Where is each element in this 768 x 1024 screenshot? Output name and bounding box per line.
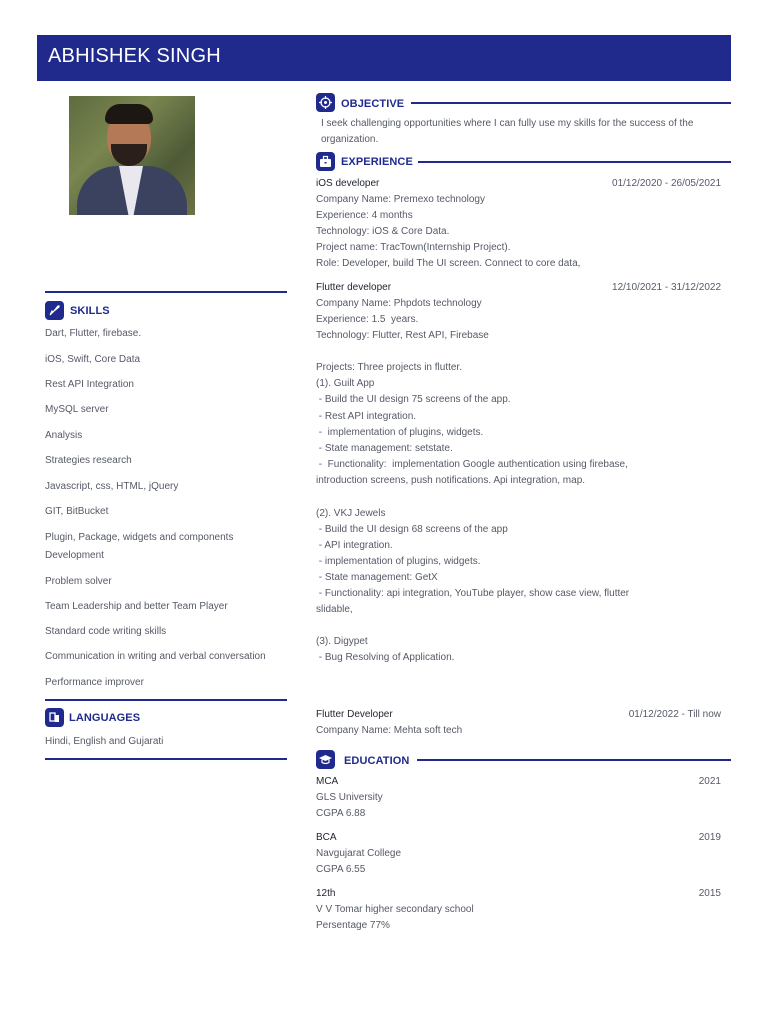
job-detail: Company Name: Mehta soft tech	[316, 725, 463, 736]
job-detail: - implementation of plugins, widgets.	[316, 556, 481, 567]
skill-item: Plugin, Package, widgets and components	[45, 532, 234, 543]
job-detail: Projects: Three projects in flutter.	[316, 362, 462, 373]
education-divider	[417, 759, 731, 761]
skills-title: SKILLS	[70, 305, 110, 317]
job-detail: (2). VKJ Jewels	[316, 508, 386, 519]
education-title: EDUCATION	[344, 755, 410, 767]
job-detail: Role: Developer, build The UI screen. Connect to core data,	[316, 258, 581, 269]
experience-title: EXPERIENCE	[341, 156, 413, 168]
languages-top-divider	[45, 699, 287, 701]
skill-item: Communication in writing and verbal conversation	[45, 651, 266, 662]
job-detail: - State management: setstate.	[316, 443, 453, 454]
skill-item: Rest API Integration	[45, 379, 134, 390]
profile-photo	[69, 96, 195, 215]
skill-item: Dart, Flutter, firebase.	[45, 328, 142, 339]
job-detail: Technology: iOS & Core Data.	[316, 226, 450, 237]
edu-school: Navgujarat College	[316, 848, 402, 859]
edu-score: Persentage 77%	[316, 920, 390, 931]
header-bar	[37, 35, 731, 81]
edu-score: CGPA 6.55	[316, 864, 366, 875]
job-dates: 01/12/2020 - 26/05/2021	[612, 178, 721, 189]
job-detail: - State management: GetX	[316, 572, 438, 583]
edu-degree: 12th	[316, 888, 336, 899]
graduation-cap-icon	[316, 750, 335, 769]
photo-beard	[111, 144, 147, 166]
rocket-icon	[45, 301, 64, 320]
job-detail: Company Name: Phpdots technology	[316, 298, 482, 309]
edu-degree: MCA	[316, 776, 339, 787]
job-detail: - Build the UI design 68 screens of the app	[316, 524, 508, 535]
job-detail: (3). Digypet	[316, 636, 368, 647]
objective-divider	[411, 102, 731, 104]
edu-year: 2015	[698, 888, 721, 899]
languages-title: LANGUAGES	[69, 712, 141, 724]
language-icon	[45, 708, 64, 727]
photo-hair	[105, 104, 153, 124]
job-detail: (1). Guilt App	[316, 378, 375, 389]
job-detail: - Functionality: implementation Google authentication using firebase,	[316, 459, 628, 470]
languages-text: Hindi, English and Gujarati	[45, 736, 164, 747]
skill-item: Development	[45, 550, 104, 561]
edu-year: 2021	[698, 776, 721, 787]
job-title: Flutter Developer	[316, 709, 393, 720]
edu-year: 2019	[698, 832, 721, 843]
skills-top-divider	[45, 291, 287, 293]
job-detail: slidable,	[316, 604, 353, 615]
skill-item: Standard code writing skills	[45, 626, 167, 637]
job-detail: - Functionality: api integration, YouTube player, show case view, flutter	[316, 588, 630, 599]
job-detail: - API integration.	[316, 540, 393, 551]
edu-school: GLS University	[316, 792, 383, 803]
skill-item: GIT, BitBucket	[45, 506, 109, 517]
job-detail: Company Name: Premexo technology	[316, 194, 485, 205]
objective-line-2: organization.	[321, 134, 379, 145]
job-detail: introduction screens, push notifications. Api integration, map.	[316, 475, 586, 486]
target-icon	[316, 93, 335, 112]
job-detail: Experience: 4 months	[316, 210, 413, 221]
job-detail: - Rest API integration.	[316, 411, 417, 422]
job-detail: - Build the UI design 75 screens of the app.	[316, 394, 511, 405]
skill-item: Team Leadership and better Team Player	[45, 601, 228, 612]
skill-item: MySQL server	[45, 404, 109, 415]
skill-item: Problem solver	[45, 576, 112, 587]
objective-line-1: I seek challenging opportunities where I can fully use my skills for the success of the	[321, 118, 694, 129]
skill-item: Strategies research	[45, 455, 132, 466]
job-title: iOS developer	[316, 178, 380, 189]
job-dates: 01/12/2022 - Till now	[628, 709, 721, 720]
job-dates: 12/10/2021 - 31/12/2022	[612, 282, 721, 293]
job-detail: - implementation of plugins, widgets.	[316, 427, 484, 438]
experience-divider	[418, 161, 731, 163]
candidate-name: ABHISHEK SINGH	[48, 45, 221, 67]
job-detail: - Bug Resolving of Application.	[316, 652, 455, 663]
skill-item: Analysis	[45, 430, 83, 441]
skill-item: iOS, Swift, Core Data	[45, 354, 141, 365]
briefcase-icon	[316, 152, 335, 171]
job-detail: Technology: Flutter, Rest API, Firebase	[316, 330, 489, 341]
edu-school: V V Tomar higher secondary school	[316, 904, 474, 915]
job-detail: Project name: TracTown(Internship Project).	[316, 242, 511, 253]
skill-item: Performance improver	[45, 677, 144, 688]
job-detail: Experience: 1.5 years.	[316, 314, 419, 325]
job-title: Flutter developer	[316, 282, 392, 293]
edu-degree: BCA	[316, 832, 337, 843]
languages-bottom-divider	[45, 758, 287, 760]
objective-title: OBJECTIVE	[341, 98, 405, 110]
skill-item: Javascript, css, HTML, jQuery	[45, 481, 179, 492]
edu-score: CGPA 6.88	[316, 808, 366, 819]
